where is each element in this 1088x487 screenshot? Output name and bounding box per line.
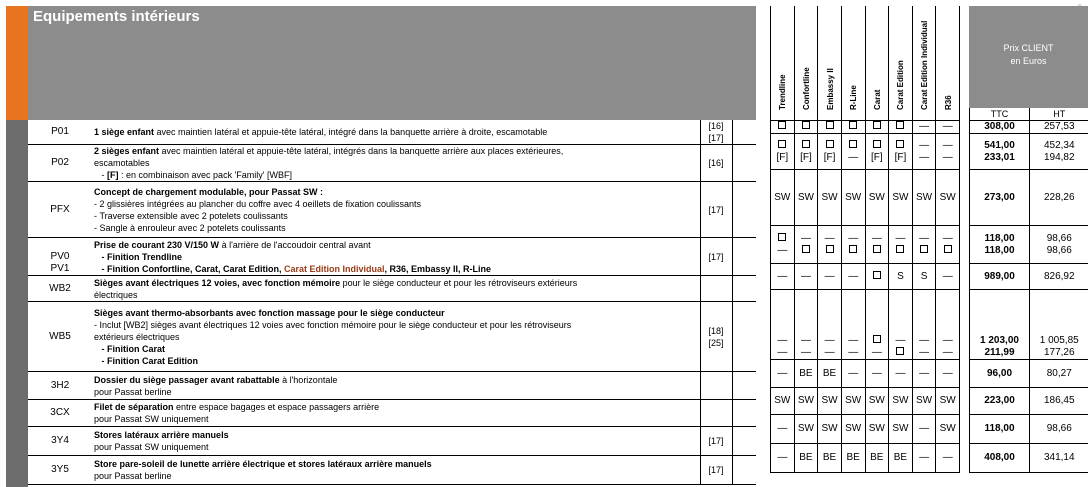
option-description: 2 sièges enfant avec maintien latéral et appuie-tête latéral, intégrés dans la banquette arrière aux places extérieures, escamotables - [F] : en combinaison avec pack 'Family' [WBF]	[92, 145, 700, 182]
availability-cell: [F]	[771, 133, 795, 169]
availability-row	[771, 359, 960, 387]
table-row	[28, 372, 756, 400]
option-description: Prise de courant 230 V/150 W à l'arrière de l'accoudoir central avant - Finition Trendline - Finition Confortline, Carat, Carat Edition, Carat Edition Individual, R36, Embassy II, R-Line	[92, 238, 700, 276]
table-row	[28, 456, 756, 485]
table-row	[28, 427, 756, 456]
option-box	[896, 347, 904, 355]
availability-cell: SW	[865, 169, 889, 225]
availability-cell: [F]	[865, 133, 889, 169]
option-code: 3H2	[28, 372, 92, 400]
trim-header: R36	[936, 6, 960, 114]
option-box	[873, 271, 881, 279]
price-ttc: 118,00 118,00	[970, 225, 1030, 263]
availability-cell: —	[865, 225, 889, 263]
option-box	[849, 245, 857, 253]
availability-cell: SW	[865, 387, 889, 414]
option-note: [16] [17]	[700, 120, 732, 145]
option-box	[896, 121, 904, 129]
price-ht: 452,34 194,82	[1030, 133, 1088, 169]
availability-cell: —	[936, 359, 960, 387]
price-ttc: 118,00	[970, 414, 1030, 443]
availability-row	[771, 225, 960, 263]
availability-cell: [F]	[794, 133, 818, 169]
availability-cell: BE	[794, 443, 818, 472]
availability-row	[771, 263, 960, 289]
option-box	[896, 140, 904, 148]
option-note: [18][25]	[700, 302, 732, 372]
price-header: Prix CLIENT en Euros	[969, 6, 1088, 108]
option-box	[802, 245, 810, 253]
availability-cell	[818, 120, 842, 133]
table-row	[28, 276, 756, 302]
availability-cell: SW	[865, 414, 889, 443]
option-description: Sièges avant thermo-absorbants avec fonction massage pour le siège conducteur - Inclut [WB2] sièges avant électriques 12 voies avec fonction mémoire pour le siège conducteur et pour les rétroviseurs extérieurs électriques - Finition Carat - Finition Carat Edition	[92, 302, 700, 372]
option-box	[873, 335, 881, 343]
option-description: 1 siège enfant avec maintien latéral et appuie-tête latéral, intégré dans la banquette arrière à droite, escamotable	[92, 120, 700, 145]
option-code: 3Y4	[28, 427, 92, 456]
price-ht: 257,53	[1030, 120, 1088, 133]
option-note: [17]	[700, 427, 732, 456]
availability-cell: —	[912, 359, 936, 387]
availability-cell: — —	[936, 133, 960, 169]
availability-cell: —	[889, 359, 913, 387]
option-box	[873, 121, 881, 129]
option-description: Store pare-soleil de lunette arrière électrique et stores latéraux arrière manuels pour Passat berline	[92, 456, 700, 485]
option-description: Filet de séparation entre espace bagages et espace passagers arrière pour Passat SW uniquement	[92, 400, 700, 427]
section-accent-bar	[6, 6, 28, 120]
availability-cell	[865, 120, 889, 133]
availability-row	[771, 169, 960, 225]
availability-cell: SW	[912, 387, 936, 414]
availability-cell: —	[771, 263, 795, 289]
table-row	[28, 145, 756, 182]
availability-cell: [F]	[818, 133, 842, 169]
price-ht: 98,66	[1030, 414, 1088, 443]
availability-cell: —	[771, 359, 795, 387]
price-row	[970, 443, 1088, 472]
option-code: 3CX	[28, 400, 92, 427]
trim-header: Trendline	[771, 6, 795, 114]
option-code: P02	[28, 145, 92, 182]
availability-cell: —	[912, 414, 936, 443]
price-ttc: 223,00	[970, 387, 1030, 414]
trim-header: Embassy II	[818, 6, 842, 114]
availability-cell: —	[818, 263, 842, 289]
option-description: Concept de chargement modulable, pour Passat SW : - 2 glissières intégrées au plancher du coffre avec 4 oeillets de fixation coulissants - Traverse extensible avec 2 potelets coulissants - Sangle à enrouleur avec 2 potelets coulissants	[92, 182, 700, 238]
availability-cell: —	[889, 289, 913, 359]
availability-cell: SW	[889, 387, 913, 414]
availability-cell: —	[841, 263, 865, 289]
option-code: WB5	[28, 302, 92, 372]
availability-cell: SW	[889, 414, 913, 443]
table-row	[28, 400, 756, 427]
side-bar	[6, 120, 28, 487]
trim-header: Confortline	[794, 6, 818, 114]
availability-cell	[889, 120, 913, 133]
option-note	[700, 400, 732, 427]
option-note	[700, 372, 732, 400]
availability-cell: SW	[771, 387, 795, 414]
price-row	[970, 225, 1088, 263]
availability-cell: —	[912, 443, 936, 472]
availability-grid	[770, 6, 960, 473]
availability-cell: SW	[841, 414, 865, 443]
availability-cell: SW	[794, 169, 818, 225]
availability-cell: SW	[936, 169, 960, 225]
price-ttc: 989,00	[970, 263, 1030, 289]
availability-cell: —	[794, 225, 818, 263]
ttc-header: TTC	[970, 108, 1030, 120]
availability-cell: BE	[794, 359, 818, 387]
table-row	[28, 302, 756, 372]
availability-cell: SW	[912, 169, 936, 225]
availability-cell: SW	[771, 169, 795, 225]
availability-cell: SW	[889, 169, 913, 225]
availability-cell: —	[936, 443, 960, 472]
availability-cell: S	[889, 263, 913, 289]
availability-cell	[865, 263, 889, 289]
availability-cell: — —	[771, 289, 795, 359]
option-code: P01	[28, 120, 92, 145]
price-row	[970, 414, 1088, 443]
table-row	[28, 182, 756, 238]
availability-cell: —	[771, 443, 795, 472]
availability-cell: BE	[865, 443, 889, 472]
availability-cell: —	[912, 120, 936, 133]
availability-row	[771, 133, 960, 169]
availability-cell	[771, 120, 795, 133]
availability-cell: SW	[818, 387, 842, 414]
option-box	[778, 233, 786, 241]
option-note	[700, 276, 732, 302]
availability-cell: BE	[889, 443, 913, 472]
availability-cell: SW	[794, 387, 818, 414]
option-box	[826, 121, 834, 129]
price-ttc: 273,00	[970, 169, 1030, 225]
option-code: PV0 PV1	[28, 238, 92, 276]
availability-cell: —	[865, 289, 889, 359]
option-code: WB2	[28, 276, 92, 302]
option-box	[849, 140, 857, 148]
price-row	[970, 387, 1088, 414]
price-row	[970, 133, 1088, 169]
option-box	[802, 121, 810, 129]
availability-cell: —	[794, 263, 818, 289]
availability-cell: BE	[841, 443, 865, 472]
availability-cell: — —	[912, 289, 936, 359]
availability-cell: SW	[794, 414, 818, 443]
option-note: [17]	[700, 182, 732, 238]
availability-row	[771, 387, 960, 414]
availability-row	[771, 443, 960, 472]
availability-cell: SW	[936, 387, 960, 414]
price-row	[970, 263, 1088, 289]
availability-row	[771, 414, 960, 443]
option-box	[778, 121, 786, 129]
option-box	[826, 245, 834, 253]
availability-row	[771, 289, 960, 359]
option-box	[802, 140, 810, 148]
price-ht: 80,27	[1030, 359, 1088, 387]
availability-cell: —	[936, 225, 960, 263]
availability-cell: —	[865, 359, 889, 387]
availability-cell: —	[936, 263, 960, 289]
availability-cell: —	[889, 225, 913, 263]
price-row	[970, 120, 1088, 133]
option-box	[826, 140, 834, 148]
availability-cell: —	[818, 225, 842, 263]
option-box	[849, 121, 857, 129]
availability-cell: [F]	[889, 133, 913, 169]
trim-header: Carat Edition	[889, 6, 913, 114]
price-ht: 228,26	[1030, 169, 1088, 225]
price-row	[970, 359, 1088, 387]
availability-row	[771, 120, 960, 133]
availability-cell: SW	[818, 414, 842, 443]
price-ttc: 1 203,00 211,99	[970, 289, 1030, 359]
price-ttc: 96,00	[970, 359, 1030, 387]
availability-cell: — —	[818, 289, 842, 359]
option-box	[896, 245, 904, 253]
option-box	[873, 140, 881, 148]
availability-cell: —	[771, 225, 795, 263]
price-ht: 186,45	[1030, 387, 1088, 414]
table-row	[28, 238, 756, 276]
price-ht: 826,92	[1030, 263, 1088, 289]
option-note: [16]	[700, 145, 732, 182]
price-ht: 341,14	[1030, 443, 1088, 472]
price-ttc: 541,00 233,01	[970, 133, 1030, 169]
option-note: [17]	[700, 238, 732, 276]
price-ht: 1 005,85 177,26	[1030, 289, 1088, 359]
availability-cell: —	[841, 225, 865, 263]
price-ttc: 308,00	[970, 120, 1030, 133]
availability-cell: BE	[818, 359, 842, 387]
trim-header: R-Line	[841, 6, 865, 114]
option-box	[944, 245, 952, 253]
availability-cell	[794, 120, 818, 133]
price-ht: 98,66 98,66	[1030, 225, 1088, 263]
ht-header: HT	[1030, 108, 1088, 120]
availability-cell: —	[841, 133, 865, 169]
table-row	[28, 120, 756, 145]
availability-cell: SW	[841, 169, 865, 225]
availability-cell: — —	[794, 289, 818, 359]
option-description: Dossier du siège passager avant rabattable à l'horizontale pour Passat berline	[92, 372, 700, 400]
availability-cell: —	[912, 225, 936, 263]
price-row	[970, 169, 1088, 225]
price-ttc: 408,00	[970, 443, 1030, 472]
option-code: PFX	[28, 182, 92, 238]
trim-header: Carat Edition Individual	[912, 6, 936, 114]
price-row	[970, 289, 1088, 359]
option-description: Stores latéraux arrière manuels pour Passat SW uniquement	[92, 427, 700, 456]
option-description: Sièges avant électriques 12 voies, avec fonction mémoire pour le siège conducteur et pour les rétroviseurs extérieurs électriques	[92, 276, 700, 302]
option-box	[873, 245, 881, 253]
price-table	[969, 108, 1088, 473]
availability-cell: SW	[818, 169, 842, 225]
availability-cell: — —	[936, 289, 960, 359]
availability-cell: —	[771, 414, 795, 443]
availability-cell: —	[936, 120, 960, 133]
option-box	[920, 245, 928, 253]
availability-cell: BE	[818, 443, 842, 472]
availability-cell: —	[841, 359, 865, 387]
availability-cell: SW	[936, 414, 960, 443]
availability-cell: — —	[841, 289, 865, 359]
availability-cell: S	[912, 263, 936, 289]
availability-cell	[841, 120, 865, 133]
equipment-table	[28, 120, 756, 485]
availability-cell: — —	[912, 133, 936, 169]
availability-cell: SW	[841, 387, 865, 414]
option-note: [17]	[700, 456, 732, 485]
option-box	[778, 140, 786, 148]
option-code: 3Y5	[28, 456, 92, 485]
section-title: Equipements intérieurs	[33, 8, 200, 25]
trim-header: Carat	[865, 6, 889, 114]
